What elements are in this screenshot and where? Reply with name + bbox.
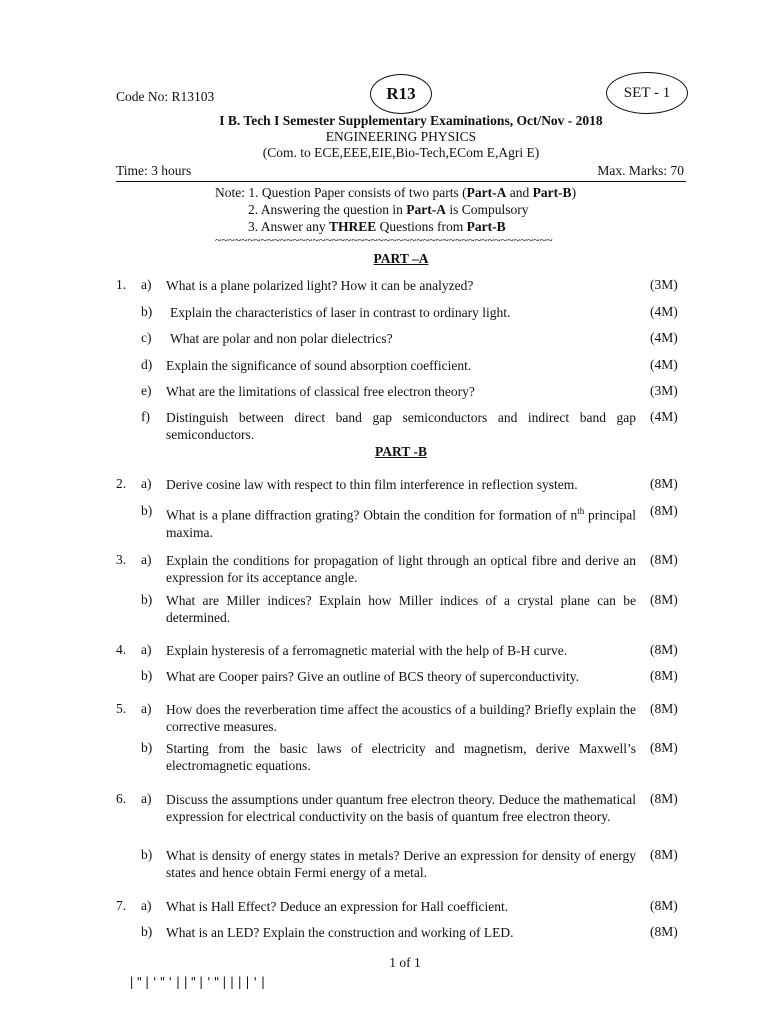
max-marks: Max. Marks: 70 [597,163,684,178]
marks: (8M) [650,668,678,683]
marks: (4M) [650,304,678,319]
exam-title: I B. Tech I Semester Supplementary Examinations, Oct/Nov - 2018 [219,113,603,128]
barcode: |"|'"'||"|'"||||'| [128,975,268,989]
marks: (4M) [650,330,678,345]
question-number: 4. [116,642,127,657]
marks: (8M) [650,476,678,491]
page-number: 1 of 1 [389,955,421,970]
question-number: 1. [116,277,127,292]
subject-title: ENGINEERING PHYSICS [325,129,477,144]
time-allowed: Time: 3 hours [116,163,192,178]
note-line-2: 2. Answering the question in Part-A is Compulsory [248,202,529,217]
question-number: 6. [116,791,127,806]
set-label: SET - 1 [623,84,671,101]
marks: (8M) [650,791,678,806]
branches: (Com. to ECE,EEE,EIE,Bio-Tech,ECom E,Agri E) [262,145,540,160]
marks: (4M) [650,409,678,424]
marks: (4M) [650,357,678,372]
set-badge [606,72,688,114]
marks: (8M) [650,552,678,567]
question-number: 5. [116,701,127,716]
question-number: 2. [116,476,127,491]
tilde-divider: ~~~~~~~~~~~~~~~~~~~~~~~~~~~~~~~~~~~~~~~~~~~~~~~~~~~~ [215,233,553,247]
code-number: Code No: R13103 [116,89,215,104]
marks: (8M) [650,924,678,939]
regulation-badge [370,74,432,114]
marks: (8M) [650,642,678,657]
question-number: 3. [116,552,127,567]
marks: (8M) [650,701,678,716]
note-line-3: 3. Answer any THREE Questions from Part-B [248,219,506,234]
marks: (3M) [650,277,678,292]
header-rule [116,181,686,182]
question-number: 7. [116,898,127,913]
marks: (8M) [650,503,678,518]
marks: (8M) [650,740,678,755]
marks: (8M) [650,847,678,862]
marks: (8M) [650,592,678,607]
part-b-heading: PART -B [375,444,427,459]
marks: (8M) [650,898,678,913]
marks: (3M) [650,383,678,398]
regulation-label: R13 [386,84,416,103]
part-a-heading: PART –A [373,251,429,266]
note-line-1: Note: 1. Question Paper consists of two parts (Part-A and Part-B) [215,185,577,200]
